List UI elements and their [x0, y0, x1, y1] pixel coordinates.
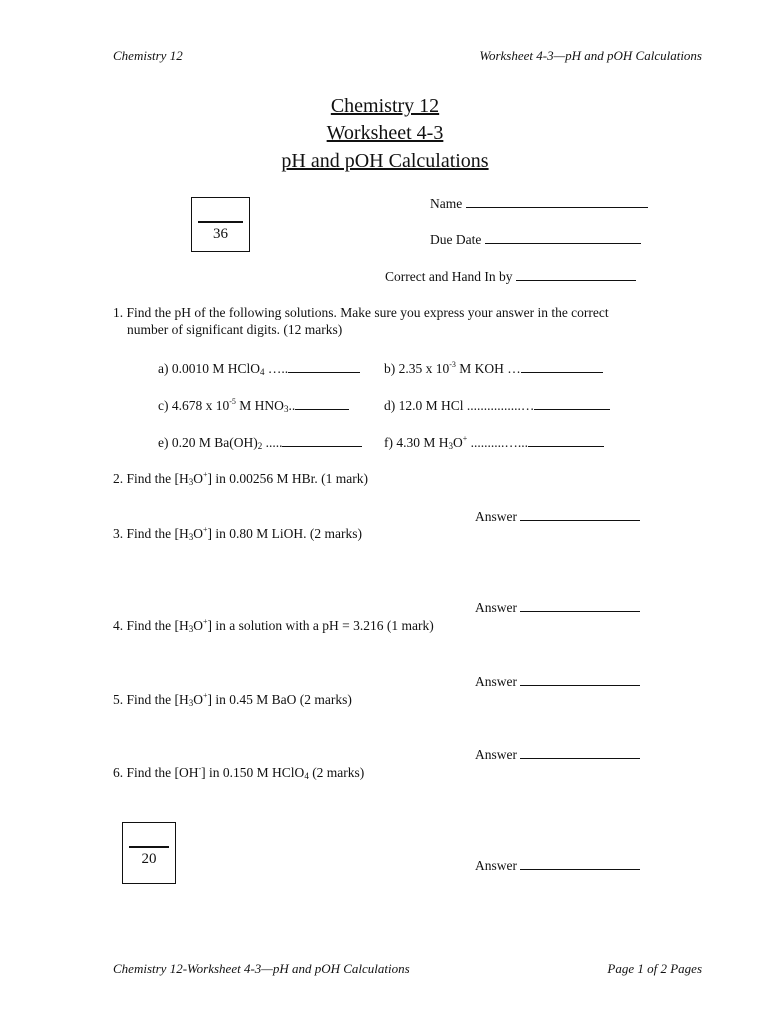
title-line-2: Worksheet 4-3 [326, 122, 444, 144]
q6-text: 6. Find the [OH-] in 0.150 M HClO$_4$ (2 marks) [113, 764, 365, 781]
name-blank[interactable] [466, 195, 648, 208]
score-box-bottom [122, 822, 176, 884]
hand-in-blank[interactable] [516, 268, 636, 281]
q1c-blank[interactable] [295, 397, 349, 410]
header-left: Chemistry 12 [113, 48, 183, 63]
q2-text: 2. Find the $[H_3O^+]$ in 0.00256 M HBr. (1 mark) [113, 470, 368, 487]
q1d-blank[interactable] [534, 397, 610, 410]
hand-in-label: Correct and Hand In by [385, 269, 513, 284]
q1a: a) 0.0010 M HClO$_4$ ….. [158, 360, 360, 377]
q1d: d) 12.0 M HCl ................… [384, 397, 610, 414]
q1e-blank[interactable] [282, 434, 362, 447]
q6-answer[interactable]: Answer [475, 857, 640, 874]
footer-left: Chemistry 12-Worksheet 4-3—pH and pOH Calculations [113, 961, 410, 976]
due-date-label: Due Date [430, 232, 482, 247]
q1f-blank[interactable] [528, 434, 604, 447]
q4-answer[interactable]: Answer [475, 673, 640, 690]
due-date-field[interactable] [430, 231, 641, 248]
q1b-blank[interactable] [521, 360, 603, 373]
q3-answer-blank[interactable] [520, 599, 640, 612]
q6-answer-blank[interactable] [520, 857, 640, 870]
q1e: e) 0.20 M $Ba(OH)_2$ ..... [158, 434, 362, 451]
q5-answer[interactable]: Answer [475, 746, 640, 763]
score-total: 36 [213, 226, 228, 242]
name-field[interactable] [430, 195, 648, 212]
q3-answer[interactable]: Answer [475, 599, 640, 616]
q2-answer-blank[interactable] [520, 508, 640, 521]
q4-text: 4. Find the $[H_3O^+]$ in a solution with a pH = 3.216 (1 mark) [113, 617, 434, 634]
q1a-blank[interactable] [288, 360, 360, 373]
q1c: c) 4.678 x $10^{-5}$ M $HNO_3$.. [158, 397, 349, 414]
hand-in-field[interactable] [385, 268, 636, 285]
title-line-1: Chemistry 12 [330, 95, 440, 117]
header-right: Worksheet 4-3—pH and pOH Calculations [479, 48, 702, 63]
q2-answer[interactable]: Answer [475, 508, 640, 525]
q4-answer-blank[interactable] [520, 673, 640, 686]
name-label: Name [430, 196, 463, 211]
q5-answer-blank[interactable] [520, 746, 640, 759]
q1-text-line-2: number of significant digits. (12 marks) [127, 322, 343, 337]
score-total: 20 [141, 851, 157, 867]
score-line [198, 221, 243, 223]
score-box-top [191, 197, 250, 252]
q3-text: 3. Find the $[H_3O^+]$ in 0.80 M LiOH. (2 marks) [113, 525, 362, 542]
q1-text-line-1: 1. Find the pH of the following solutions. Make sure you express your answer in the correct [113, 305, 609, 320]
title-line-3: pH and pOH Calculations [281, 150, 489, 172]
score-line [129, 846, 169, 848]
q1b: b) 2.35 x $10^{-3}$ M KOH … [384, 360, 603, 377]
q1f: f) 4.30 M $H_3O^+$ ..........…... [384, 434, 604, 451]
q5-text: 5. Find the $[H_3O^+]$ in 0.45 M BaO (2 marks) [113, 691, 352, 708]
due-date-blank[interactable] [485, 231, 641, 244]
footer-right: Page 1 of 2 Pages [607, 961, 702, 976]
